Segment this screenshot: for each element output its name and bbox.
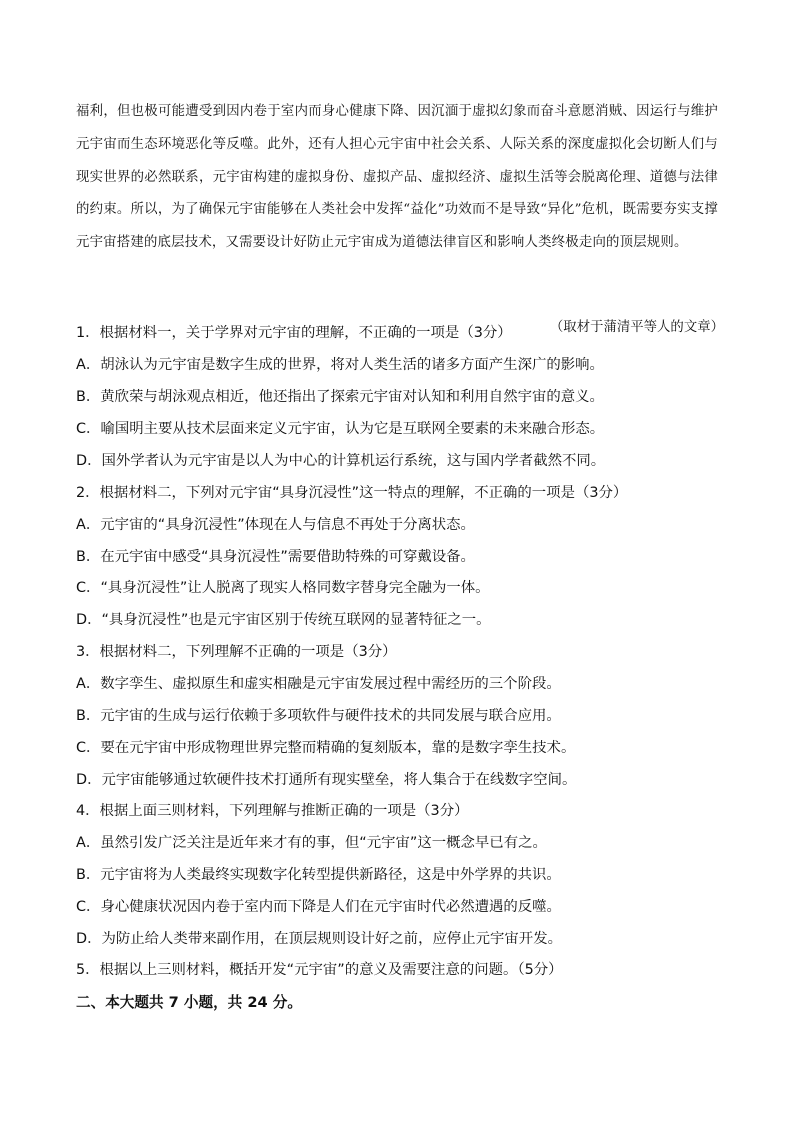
question-4-option-c: C．身心健康状况因内卷于室内而下降是人们在元宇宙时代必然遭遇的反噬。 bbox=[76, 899, 561, 915]
section-heading: 二、本大题共 7 小题，共 24 分。 bbox=[76, 994, 302, 1011]
question-4-option-d: D．为防止给人类带来副作用，在顶层规则设计好之前，应停止元宇宙开发。 bbox=[76, 931, 562, 947]
reading-passage bbox=[76, 96, 718, 260]
question-1-option-a: A．胡泳认为元宇宙是数字生成的世界，将对人类生活的诸多方面产生深广的影响。 bbox=[76, 357, 604, 373]
question-3-option-a: A．数字孪生、虚拟原生和虚实相融是元宇宙发展过程中需经历的三个阶段。 bbox=[76, 676, 561, 692]
question-1-stem: 1．根据材料一，关于学界对元宇宙的理解，不正确的一项是（3分） bbox=[76, 325, 512, 341]
question-3-option-d: D．元宇宙能够通过软硬件技术打通所有现实壁垒，将人集合于在线数字空间。 bbox=[76, 772, 577, 788]
question-3-option-b: B．元宇宙的生成与运行依赖于多项软件与硬件技术的共同发展与联合应用。 bbox=[76, 708, 561, 724]
question-2-stem: 2．根据材料二，下列对元宇宙“具身沉浸性”这一特点的理解，不正确的一项是（3分） bbox=[76, 485, 628, 501]
question-2-option-b: B．在元宇宙中感受“具身沉浸性”需要借助特殊的可穿戴设备。 bbox=[76, 549, 475, 565]
question-3-stem: 3．根据材料二，下列理解不正确的一项是（3分） bbox=[76, 644, 397, 660]
question-2-option-a: A．元宇宙的“具身沉浸性”体现在人与信息不再处于分离状态。 bbox=[76, 517, 475, 533]
question-2-option-c: C．“具身沉浸性”让人脱离了现实人格同数字替身完全融为一体。 bbox=[76, 580, 490, 596]
question-4-stem: 4．根据上面三则材料，下列理解与推断正确的一项是（3分） bbox=[76, 803, 469, 819]
question-4-option-b: B．元宇宙将为人类最终实现数字化转型提供新路径，这是中外学界的共识。 bbox=[76, 867, 561, 883]
passage-paragraph: 福利，但也极可能遭受到因内卷于室内而身心健康下降、因沉湎于虚拟幻象而奋斗意愿消贼、因运行与维护元宇宙而生态环境恶化等反噬。此外，还有人担心元宇宙中社会关系、人际关系的深度虚拟化会切断人们与现实世界的必然联系，元宇宙构建的虚拟身份、虚拟产品、虚拟经济、虚拟生活等会脱离伦理、道德与法律的约束。所以，为了确保元宇宙能够在人类社会中发挥“益化”功效而不是导致“异化”危机，既需要夯实支撑元宇宙搭建的底层技术，又需要设计好防止元宇宙成为道德法律盲区和影响人类终极走向的顶层规则。 bbox=[76, 104, 718, 251]
question-4-option-a: A．虽然引发广泛关注是近年来才有的事，但“元宇宙”这一概念早已有之。 bbox=[76, 835, 547, 851]
question-5-stem: 5．根据以上三则材料，概括开发“元宇宙”的意义及需要注意的问题。（5分） bbox=[76, 962, 563, 978]
question-1-option-b: B．黄欣荣与胡泳观点相近，他还指出了探索元宇宙对认知和利用自然宇宙的意义。 bbox=[76, 389, 604, 405]
question-1-option-d: D．国外学者认为元宇宙是以人为中心的计算机运行系统，这与国内学者截然不同。 bbox=[76, 453, 606, 469]
question-2-option-d: D．“具身沉浸性”也是元宇宙区别于传统互联网的显著特征之一。 bbox=[76, 612, 491, 628]
question-1-option-c: C．喻国明主要从技术层面来定义元宇宙，认为它是互联网全要素的未来融合形态。 bbox=[76, 421, 605, 437]
question-3-option-c: C．要在元宇宙中形成物理世界完整而精确的复刻版本，靠的是数字孪生技术。 bbox=[76, 740, 576, 756]
passage-source: （取材于蒲清平等人的文章） bbox=[549, 320, 724, 335]
